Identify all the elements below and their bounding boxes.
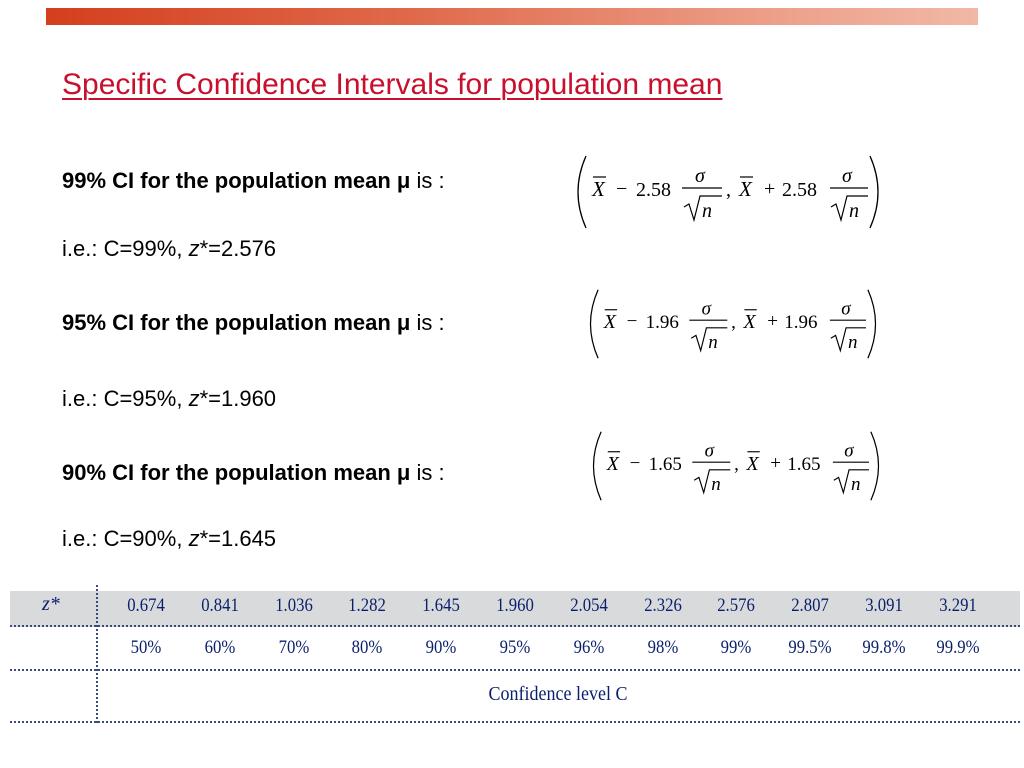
critical-value-2: 2.58 [782, 179, 817, 201]
n-2: n [850, 473, 861, 495]
z-value-cell: 1.645 [422, 595, 460, 616]
n-1: n [708, 331, 718, 353]
ci-99-ie-prefix: i.e.: C=99%, [62, 236, 189, 261]
ci-90-explanation [62, 526, 276, 552]
plus-sign: + [770, 452, 781, 474]
ci-99-label-rest: is : [410, 168, 445, 193]
critical-value-1: 1.96 [645, 311, 679, 333]
ci-90-label-rest: is : [410, 460, 445, 485]
n-2: n [847, 331, 858, 353]
ci-90-ie-z: z [188, 526, 200, 551]
critical-value-2: 1.96 [784, 311, 818, 333]
ci-95-formula [578, 286, 888, 362]
confidence-level-cell: 50% [130, 637, 162, 658]
confidence-level-cell: 96% [573, 637, 605, 658]
sigma-2: σ [841, 298, 851, 320]
z-value-cell: 2.576 [717, 595, 756, 616]
ci-95-ie-z: z [188, 386, 200, 411]
ci-99-ie-z: z [188, 236, 200, 261]
ci-95-label [62, 310, 445, 336]
ci-90-ie-prefix: i.e.: C=90%, [62, 526, 189, 551]
critical-value-table [10, 585, 1020, 725]
plus-sign: + [767, 310, 778, 332]
formula-group [591, 290, 876, 358]
n-1: n [702, 200, 712, 222]
ci-99-ie-suffix: *=2.576 [199, 236, 277, 261]
z-value-cell: 1.036 [274, 595, 313, 616]
table-vertical-divider [96, 585, 98, 723]
ci-99-explanation [62, 236, 276, 262]
ci-99-formula [568, 152, 888, 232]
z-value-cell: 3.091 [865, 595, 903, 616]
right-paren [868, 290, 876, 358]
minus-sign: − [629, 452, 641, 474]
sigma-1: σ [704, 440, 715, 462]
critical-value-1: 2.58 [636, 179, 671, 201]
formula-group [578, 156, 878, 228]
comma: , [726, 179, 731, 201]
ci-95-ie-suffix: *=1.960 [199, 386, 277, 411]
table-divider-1 [10, 625, 1020, 627]
z-star-label: z* [42, 593, 60, 615]
z-value-cell: 1.960 [496, 595, 534, 616]
sigma-1: σ [701, 298, 712, 320]
z-value-cell: 1.282 [348, 595, 387, 616]
confidence-level-cell: 98% [647, 637, 678, 658]
confidence-level-cell: 95% [499, 637, 531, 658]
plus-sign: + [764, 178, 776, 200]
ci-90-ie-suffix: *=1.645 [199, 526, 277, 551]
xbar-1: X [603, 310, 616, 333]
confidence-level-cell: 90% [425, 637, 457, 658]
critical-value-1: 1.65 [648, 453, 682, 475]
right-paren [870, 156, 878, 228]
confidence-level-cell: 99.9% [936, 637, 980, 658]
confidence-level-cell: 99.5% [788, 637, 832, 658]
xbar-1: X [592, 177, 605, 201]
left-paren [591, 290, 599, 358]
formula-group [594, 432, 879, 500]
xbar-2: X [743, 310, 756, 333]
left-paren [594, 432, 602, 500]
ci-90-label-bold: 90% CI for the population mean μ [62, 460, 411, 485]
z-value-cell: 2.326 [643, 595, 682, 616]
top-accent-bar [46, 8, 978, 25]
xbar-1: X [606, 452, 619, 475]
confidence-level-cell: 60% [204, 637, 236, 658]
z-value-cell: 2.054 [569, 595, 608, 616]
ci-95-ie-prefix: i.e.: C=95%, [62, 386, 189, 411]
xbar-2: X [746, 452, 759, 475]
confidence-level-cell: 99% [721, 637, 752, 658]
sigma-2: σ [844, 440, 854, 462]
left-paren [578, 156, 586, 228]
confidence-level-label: Confidence level C [488, 683, 628, 705]
minus-sign: − [626, 310, 638, 332]
minus-sign: − [616, 178, 628, 200]
sigma-1: σ [695, 165, 705, 187]
critical-value-2: 1.65 [787, 453, 821, 475]
table-divider-2 [10, 669, 1020, 671]
z-value-cell: 0.674 [127, 595, 165, 616]
comma: , [731, 311, 736, 333]
ci-95-label-bold: 95% CI for the population mean μ [62, 310, 411, 335]
confidence-level-cell: 70% [278, 637, 309, 658]
z-value-cell: 0.841 [200, 595, 239, 616]
slide-title: Specific Confidence Intervals for population mean [62, 68, 723, 101]
confidence-level-cell: 99.8% [862, 637, 906, 658]
z-value-cell: 2.807 [791, 595, 829, 616]
sigma-2: σ [842, 165, 852, 187]
comma: , [734, 453, 739, 475]
right-paren [871, 432, 879, 500]
ci-99-label-bold: 99% CI for the population mean μ [62, 168, 411, 193]
ci-90-label [62, 460, 445, 486]
n-2: n [849, 200, 859, 222]
ci-90-formula [578, 428, 894, 504]
n-1: n [711, 473, 721, 495]
ci-99-label [62, 168, 445, 194]
confidence-level-cell: 80% [352, 637, 383, 658]
z-value-cell: 3.291 [938, 595, 977, 616]
ci-95-label-rest: is : [410, 310, 445, 335]
ci-95-explanation [62, 386, 276, 412]
xbar-2: X [739, 177, 752, 201]
table-divider-3 [10, 721, 1020, 723]
